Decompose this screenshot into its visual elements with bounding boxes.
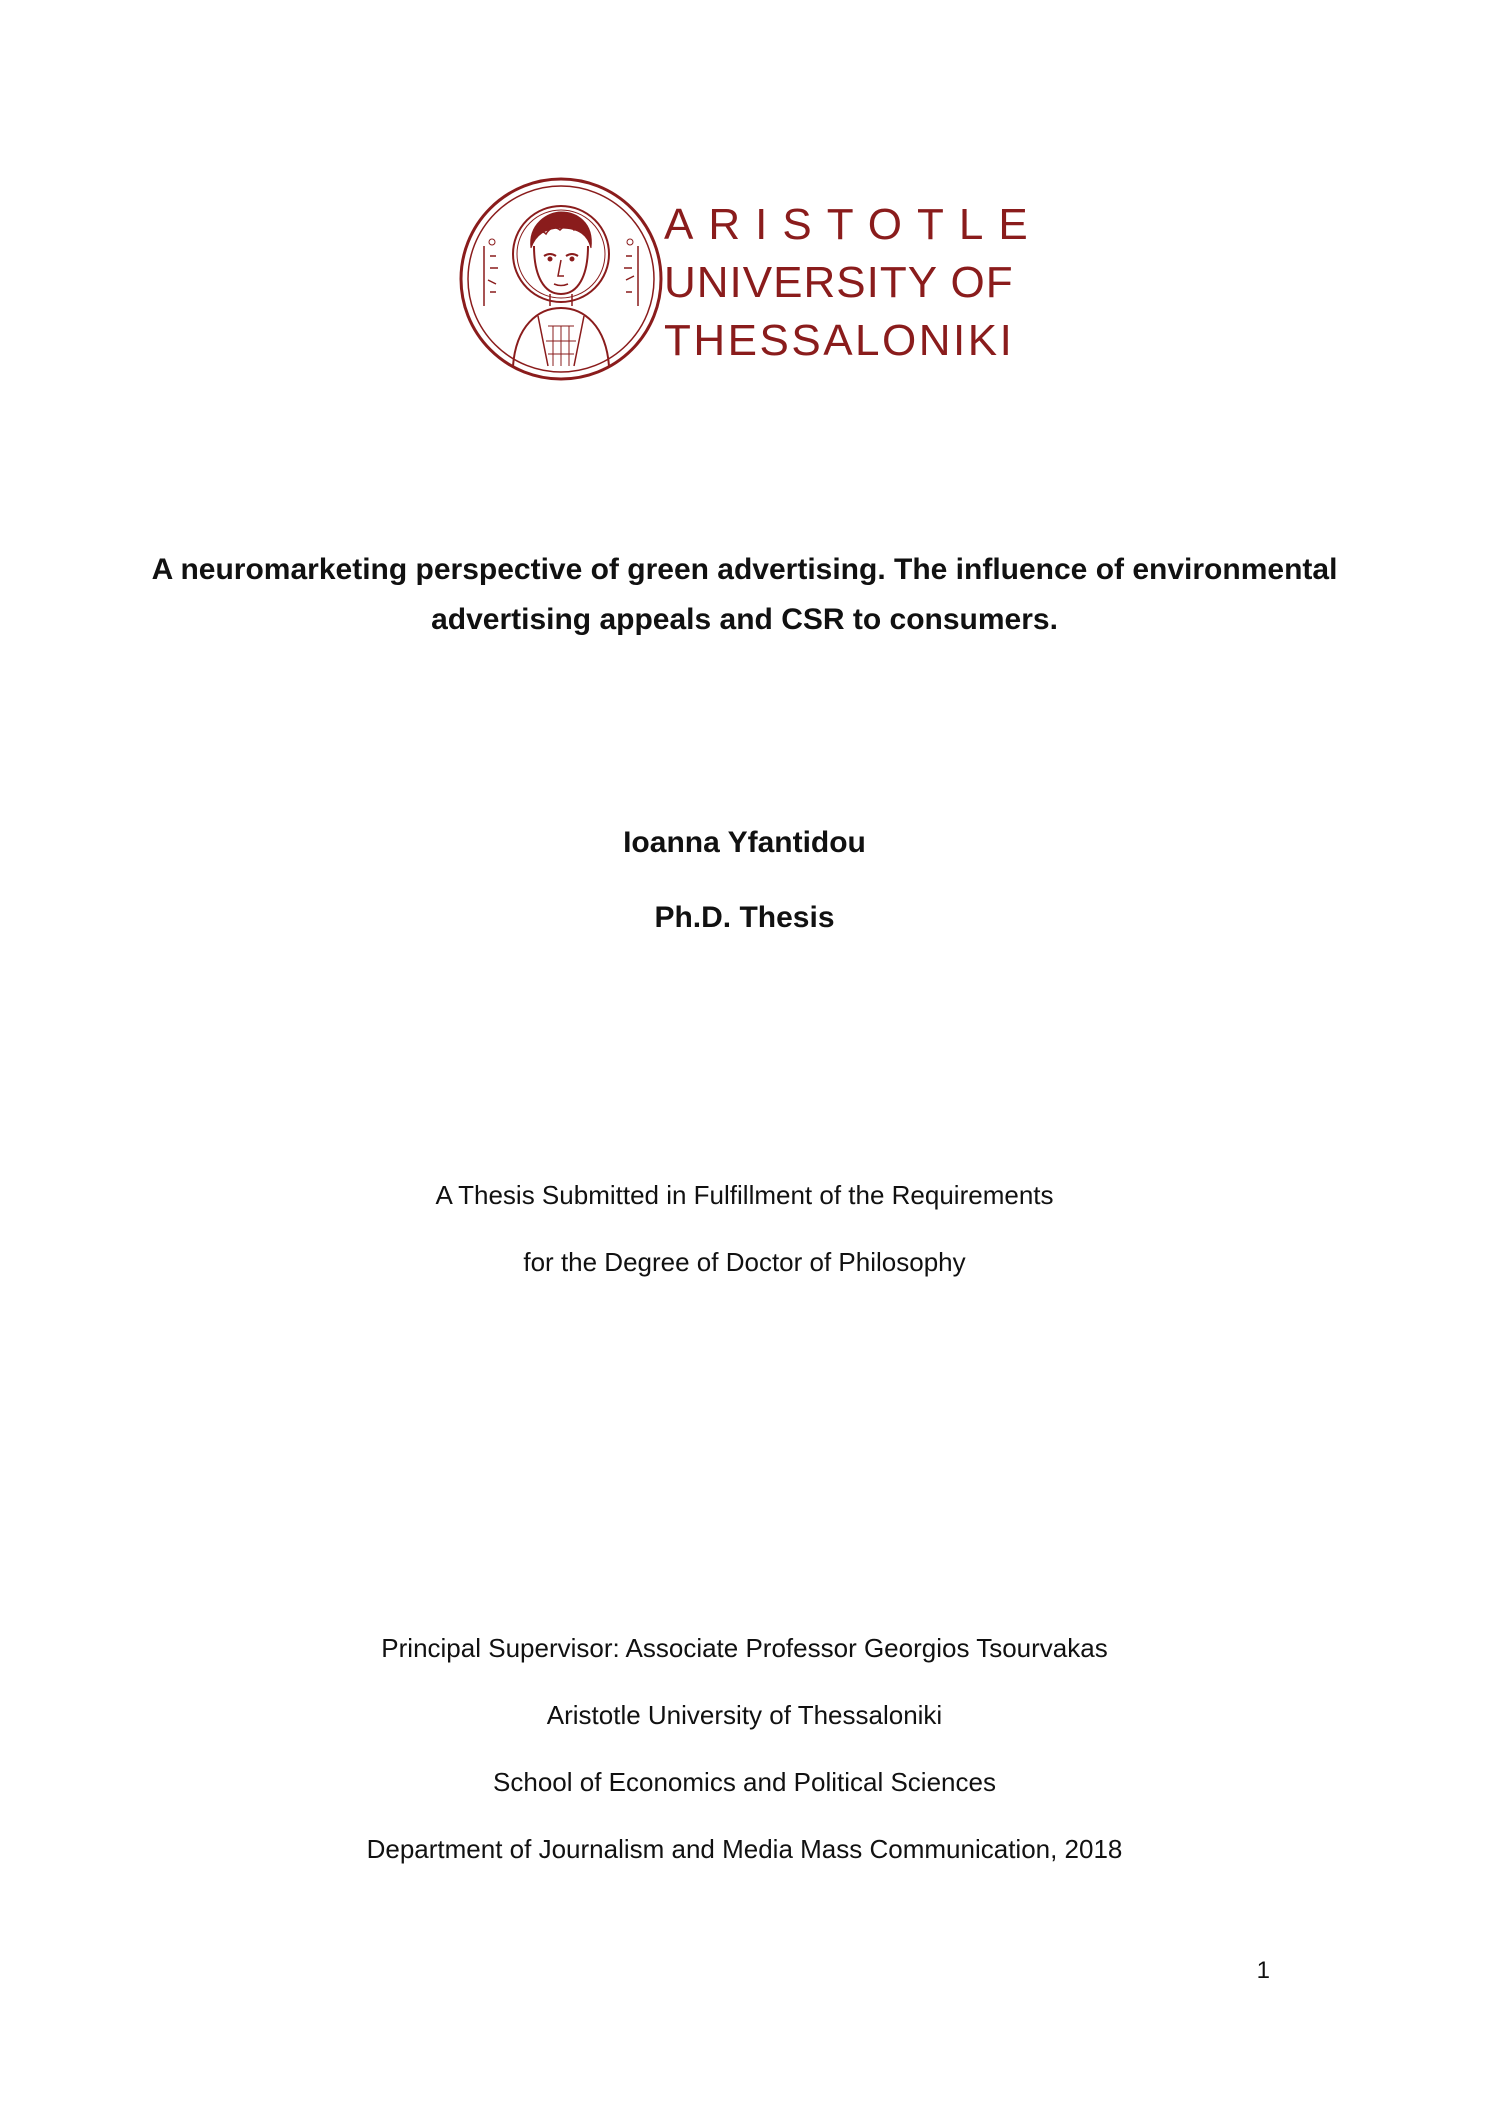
wordmark-line-thessaloniki: THESSALONIKI <box>664 316 1015 365</box>
wordmark-line-university-of: UNIVERSITY OF <box>664 258 1014 307</box>
department-and-year: Department of Journalism and Media Mass Communication, 2018 <box>366 1834 1123 1864</box>
university-logo <box>458 176 1043 382</box>
submission-statement-line1: A Thesis Submitted in Fulfillment of the Requirements <box>435 1180 1054 1210</box>
saint-portrait-seal-icon <box>458 176 664 382</box>
degree-type: Ph.D. Thesis <box>654 901 835 934</box>
university-name: Aristotle University of Thessaloniki <box>546 1700 943 1730</box>
page-number: 1 <box>1256 1957 1270 1984</box>
thesis-title: A neuromarketing perspective of green advertising. The influence of environmental advertising appeals and CSR to consumers. <box>151 553 1338 636</box>
school-name: School of Economics and Political Sciences <box>493 1767 996 1797</box>
submission-statement-line2: for the Degree of Doctor of Philosophy <box>523 1247 966 1277</box>
author-name: Ioanna Yfantidou <box>623 826 866 859</box>
principal-supervisor: Principal Supervisor: Associate Professor Georgios Tsourvakas <box>381 1633 1108 1663</box>
university-wordmark <box>664 196 1044 370</box>
wordmark-line-aristotle: ARISTOTLE <box>664 200 1043 249</box>
